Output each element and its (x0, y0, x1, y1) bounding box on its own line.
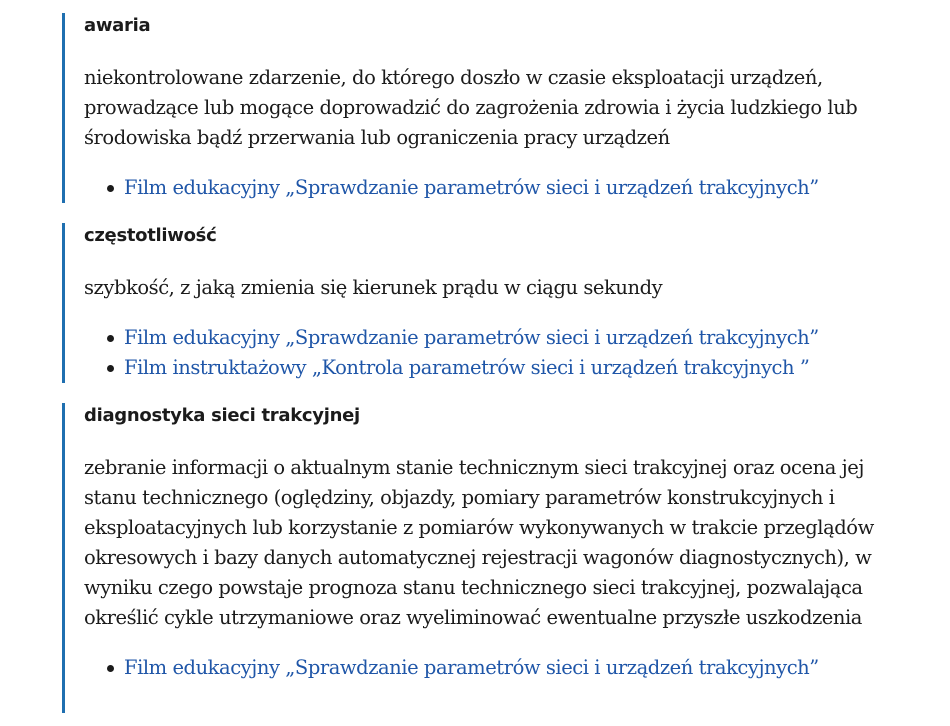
list-item (124, 353, 882, 383)
glossary-term: awaria (84, 15, 151, 36)
glossary-entry-czestotliwosc (62, 223, 882, 383)
link-film-instruktazowy[interactable]: Film instruktażowy „Kontrola parametrów sieci i urządzeń trakcyjnych ” (124, 356, 810, 379)
bullet-icon (107, 665, 114, 672)
glossary-definition: zebranie informacji o aktualnym stanie technicznym sieci trakcyjnej oraz ocena jej stanu technicznego (oględziny, objazdy, pomiary parametrów konstrukcyjnych i eksploatacyjnych lub korzystanie z pomiarów wykonywanych w trakcie przeglądów okresowych i bazy danych automatycznej rejestracji wagonów diagnostycznych), w wyniku czego powstaje prognoza stanu technicznego sieci trakcyjnej, pozwalająca określić cykle utrzymaniowe oraz wyeliminować ewentualne przyszłe uszkodzenia (84, 456, 874, 629)
related-links-list (84, 323, 882, 383)
bullet-icon (107, 335, 114, 342)
bullet-icon (107, 185, 114, 192)
glossary-term: częstotliwość (84, 225, 217, 246)
glossary-entry-diagnostyka (62, 403, 882, 713)
bullet-icon (107, 365, 114, 372)
link-film-edukacyjny[interactable]: Film edukacyjny „Sprawdzanie parametrów sieci i urządzeń trakcyjnych” (124, 656, 819, 679)
related-links-list (84, 173, 882, 203)
related-links-list (84, 653, 882, 683)
glossary-entry-awaria (62, 13, 882, 203)
glossary-definition: niekontrolowane zdarzenie, do którego doszło w czasie eksploatacji urządzeń, prowadzące lub mogące doprowadzić do zagrożenia zdrowia i życia ludzkiego lub środowiska bądź przerwania lub ograniczenia pracy urządzeń (84, 66, 858, 149)
list-item (124, 653, 882, 683)
link-film-edukacyjny[interactable]: Film edukacyjny „Sprawdzanie parametrów sieci i urządzeń trakcyjnych” (124, 326, 819, 349)
list-item (124, 323, 882, 353)
glossary-definition: szybkość, z jaką zmienia się kierunek prądu w ciągu sekundy (84, 276, 663, 299)
glossary-term: diagnostyka sieci trakcyjnej (84, 405, 360, 426)
link-film-edukacyjny[interactable]: Film edukacyjny „Sprawdzanie parametrów sieci i urządzeń trakcyjnych” (124, 176, 819, 199)
list-item (124, 173, 882, 203)
